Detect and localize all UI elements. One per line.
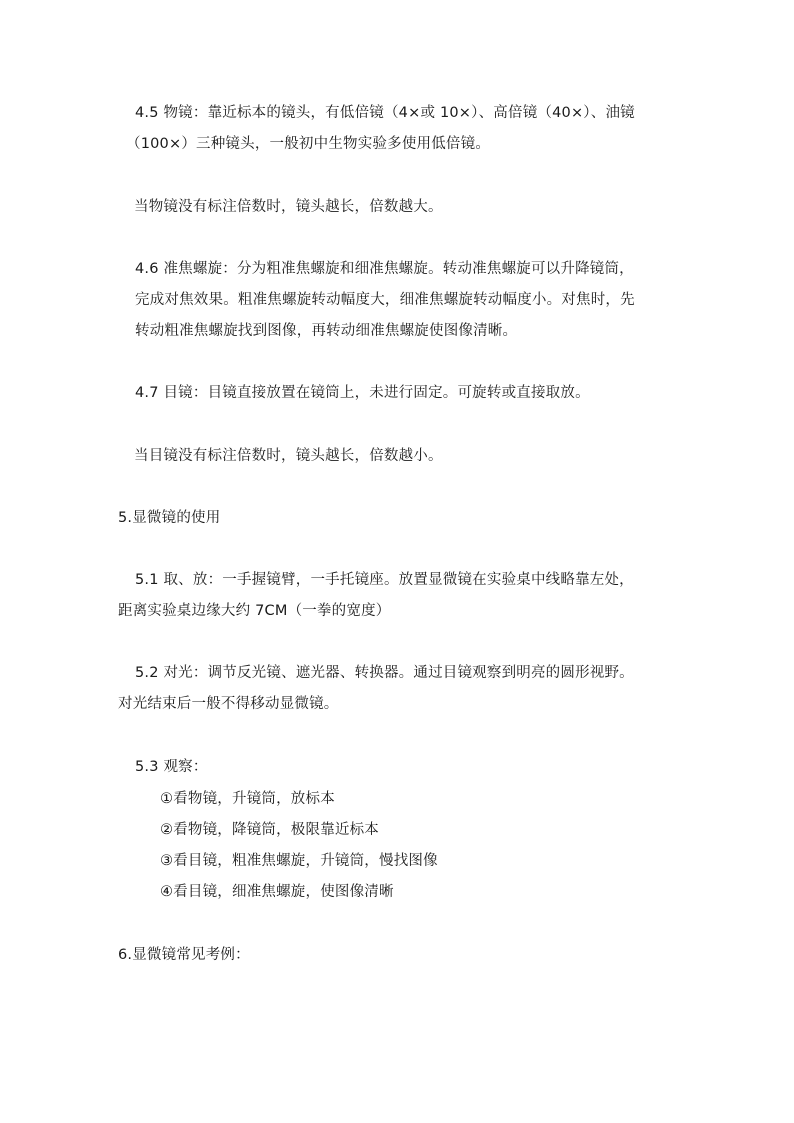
sec-4-6-line-2: 完成对焦效果。粗准焦螺旋转动幅度大，细准焦螺旋转动幅度小。对焦时，先: [135, 292, 635, 308]
note-objective: 当物镜没有标注倍数时，镜头越长，倍数越大。: [134, 199, 443, 215]
sec-4-6-line-1: 4.6 准焦螺旋：分为粗准焦螺旋和细准焦螺旋。转动准焦螺旋可以升降镜筒，: [135, 261, 634, 277]
list-item: ②看物镜，降镜筒，极限靠近标本: [160, 822, 379, 838]
note-eyepiece: 当目镜没有标注倍数时，镜头越长，倍数越小。: [134, 448, 443, 464]
sec-5-2-line-2: 对光结束后一般不得移动显微镜。: [118, 696, 339, 712]
sec-4-6-line-3: 转动粗准焦螺旋找到图像，再转动细准焦螺旋使图像清晰。: [135, 323, 518, 339]
sec-5-2-line-1: 5.2 对光：调节反光镜、遮光器、转换器。通过目镜观察到明亮的圆形视野。: [135, 665, 634, 681]
heading-5: 5.显微镜的使用: [118, 510, 221, 526]
list-item: ③看目镜，粗准焦螺旋，升镜筒，慢找图像: [160, 853, 438, 869]
list-item: ①看物镜，升镜筒，放标本: [160, 791, 335, 807]
sec-4-5-line-2: （100×）三种镜头，一般初中生物实验多使用低倍镜。: [126, 136, 491, 152]
sec-5-1-line-1: 5.1 取、放：一手握镜臂，一手托镜座。放置显微镜在实验桌中线略靠左处，: [135, 572, 634, 588]
heading-6: 6.显微镜常见考例：: [118, 947, 250, 963]
sec-4-7: 4.7 目镜：目镜直接放置在镜筒上，未进行固定。可旋转或直接取放。: [135, 385, 590, 401]
list-item: ④看目镜，细准焦螺旋，使图像清晰: [160, 884, 394, 900]
sec-5-1-line-2: 距离实验桌边缘大约 7CM（一拳的宽度）: [118, 603, 391, 619]
sec-5-3-title: 5.3 观察：: [135, 759, 208, 775]
sec-4-5-line-1: 4.5 物镜：靠近标本的镜头，有低倍镜（4×或 10×）、高倍镜（40×）、油镜: [135, 105, 635, 121]
